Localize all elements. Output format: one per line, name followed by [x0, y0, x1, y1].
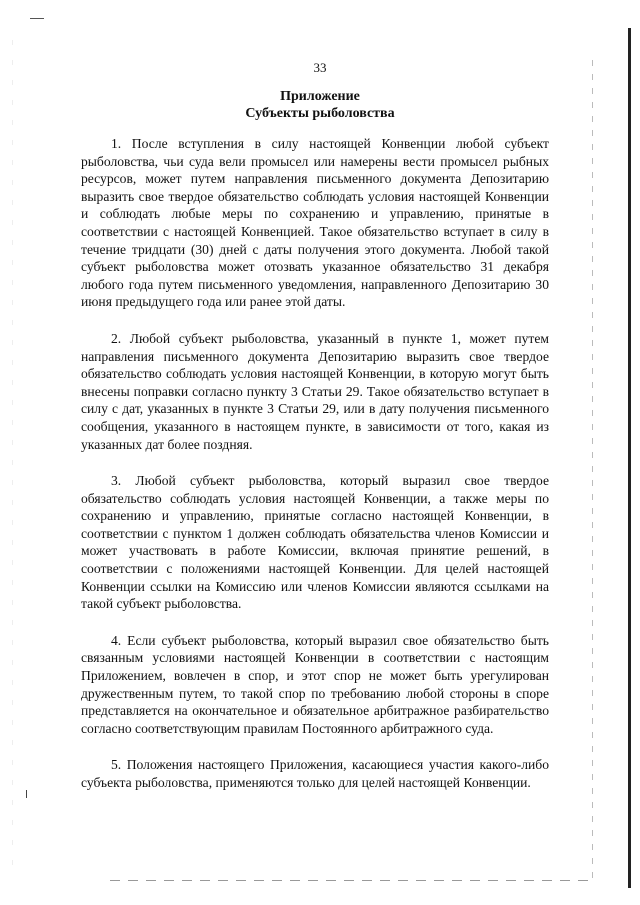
scan-artifact-left-mark	[26, 790, 27, 798]
scan-artifact-bottom-edge	[110, 880, 590, 881]
paragraph-5: 5. Положения настоящего Приложения, касающиеся участия какого-либо субъекта рыболовства, применяются только для целей настоящей Конвенции.	[81, 757, 549, 790]
paragraph-1: 1. После вступления в силу настоящей Конвенции любой субъект рыболовства, чьи суда вели промысел или намерены вести промысел рыбных ресурсов, может путем направления письменного документа Депозитарию выразить свое твердое обязательство соблюдать условия настоящей Конвенции и соблюдать любые меры по сохранению и управлению, принятые в соответствии с настоящей Конвенцией. Такое обязательство вступает в силу в течение тридцати (30) дней с даты получения этого документа. Любой такой субъект рыболовства может отозвать указанное обязательство 31 декабря любого года путем письменного уведомления, направленного Депозитарию 30 июня предыдущего года или ранее этой даты.	[81, 136, 549, 310]
annex-title: Приложение	[280, 89, 360, 104]
page-number: 33	[313, 60, 327, 75]
scan-artifact-right-edge	[628, 28, 631, 888]
annex-heading	[0, 88, 640, 122]
scan-artifact-top	[30, 18, 44, 19]
paragraph-3: 3. Любой субъект рыболовства, который выразил свое твердое обязательство соблюдать условия настоящей Конвенции, а также меры по сохранению и управлению, принятые согласно настоящей Конвенции, в соответствии с пунктом 1 должен соблюдать обязательства членов Комиссии и может участвовать в работе Комиссии, включая принятие решений, в соответствии с положениями настоящей Конвенции. Для целей настоящей Конвенции ссылки на Комиссию или членов Комиссии являются ссылками на такой субъект рыболовства.	[81, 473, 549, 612]
scan-artifact-left-edge	[12, 40, 13, 870]
annex-subtitle: Субъекты рыболовства	[245, 106, 395, 121]
document-body	[81, 135, 549, 811]
paragraph-4: 4. Если субъект рыболовства, который выразил свое обязательство быть связанным условиями настоящей Конвенции в соответствии с настоящим Приложением, вовлечен в спор, и этот спор не может быть урегулирован дружественным путем, то такой спор по требованию любой стороны в споре представляется на окончательное и обязательное арбитражное разбирательство согласно соответствующим правилам Постоянного арбитражного суда.	[81, 632, 549, 736]
scan-artifact-right-margin	[592, 60, 593, 880]
paragraph-2: 2. Любой субъект рыболовства, указанный в пункте 1, может путем направления письменного документа Депозитарию выразить свое твердое обязательство соблюдать условия настоящей Конвенции, в которую могут быть внесены поправки согласно пункту 3 Статьи 29. Такое обязательство вступает в силу с дат, указанных в пункте 3 Статьи 29, или в дату получения письменного сообщения, указанного в настоящем пункте, в зависимости от того, какая из указанных дат более поздняя.	[81, 330, 549, 452]
